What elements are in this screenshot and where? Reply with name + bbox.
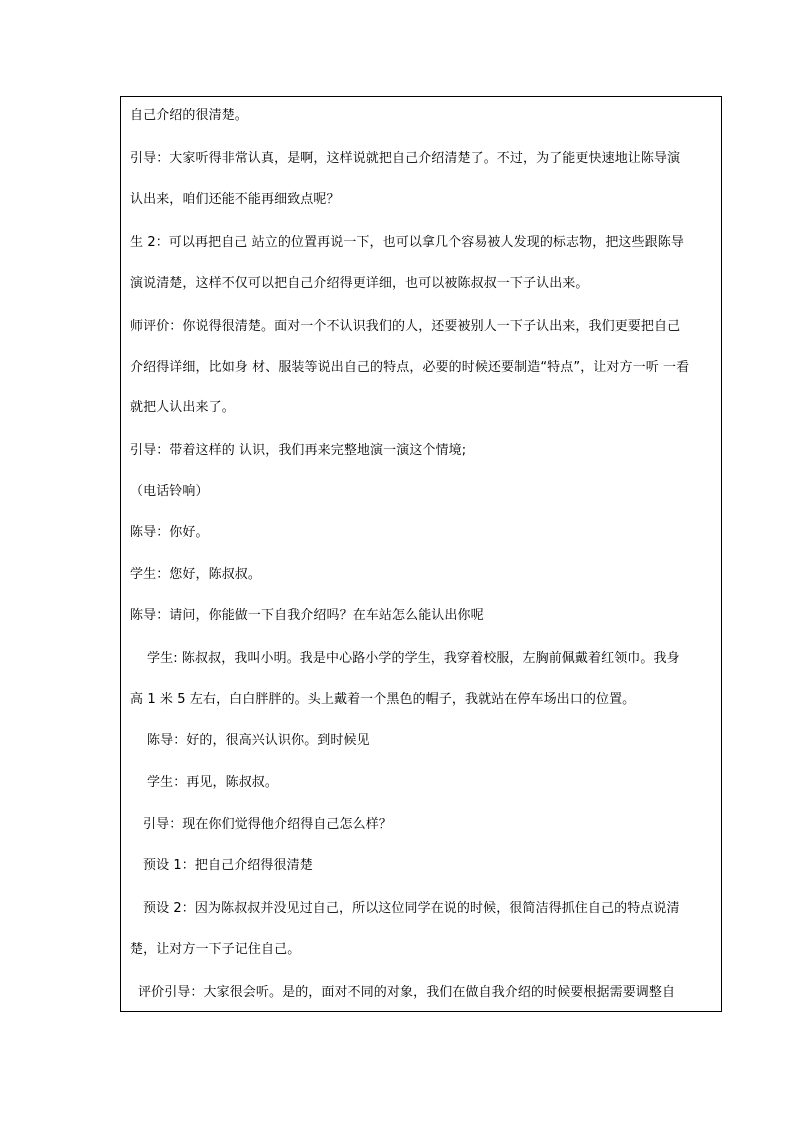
paragraph-line: 介绍得详细，比如身 材、服装等说出自己的特点，必要的时候还要制造“特点”，让对方一听 一看 bbox=[130, 360, 690, 375]
paragraph-line: 高 1 米 5 左右，白白胖胖的。头上戴着一个黑色的帽子，我就站在停车场出口的位置。 bbox=[130, 692, 636, 707]
paragraph-line: 学生：再见，陈叔叔。 bbox=[147, 775, 279, 790]
paragraph-line: 楚，让对方一下子记住自己。 bbox=[130, 942, 301, 957]
paragraph-line: 陈导：好的，很高兴认识你。到时候见 bbox=[147, 733, 370, 748]
paragraph-line: 预设 2：因为陈叔叔并没见过自己，所以这位同学在说的时候，很简洁得抓住自己的特点说清 bbox=[143, 901, 680, 916]
paragraph-line: 认出来，咱们还能不能再细致点呢？ bbox=[130, 192, 340, 207]
document-frame bbox=[120, 96, 722, 1012]
paragraph-line: 评价引导：大家很会听。是的，面对不同的对象，我们在做自我介绍的时候要根据需要调整自 bbox=[138, 985, 676, 1000]
paragraph-line: 演说清楚，这样不仅可以把自己介绍得更详细，也可以被陈叔叔一下子认出来。 bbox=[130, 276, 589, 291]
paragraph-line: 陈导：你好。 bbox=[130, 525, 209, 540]
paragraph-line: （电话铃响） bbox=[130, 484, 209, 499]
paragraph-line: 自己介绍的很清楚。 bbox=[130, 108, 248, 123]
paragraph-line: 预设 1：把自己介绍得很清楚 bbox=[143, 858, 313, 873]
paragraph-line: 引导：现在你们觉得他介绍得自己怎么样？ bbox=[143, 817, 392, 832]
paragraph-line: 师评价：你说得很清楚。面对一个不认识我们的人，还要被别人一下子认出来，我们更要把自己 bbox=[130, 319, 681, 334]
paragraph-line: 学生：您好，陈叔叔。 bbox=[130, 567, 262, 582]
paragraph-line: 学生: 陈叔叔，我叫小明。我是中心路小学的学生，我穿着校服，左胸前佩戴着红领巾。我身 bbox=[147, 651, 680, 666]
paragraph-line: 陈导：请问，你能做一下自我介绍吗？在车站怎么能认出你呢 bbox=[130, 608, 484, 623]
paragraph-line: 引导：大家听得非常认真，是啊，这样说就把自己介绍清楚了。不过，为了能更快速地让陈导演 bbox=[130, 151, 681, 166]
paragraph-line: 生 2：可以再把自己 站立的位置再说一下，也可以拿几个容易被人发现的标志物，把这些跟陈导 bbox=[130, 235, 684, 250]
paragraph-line: 引导：带着这样的 认识，我们再来完整地演一演这个情境; bbox=[130, 443, 467, 458]
paragraph-line: 就把人认出来了。 bbox=[130, 400, 235, 415]
